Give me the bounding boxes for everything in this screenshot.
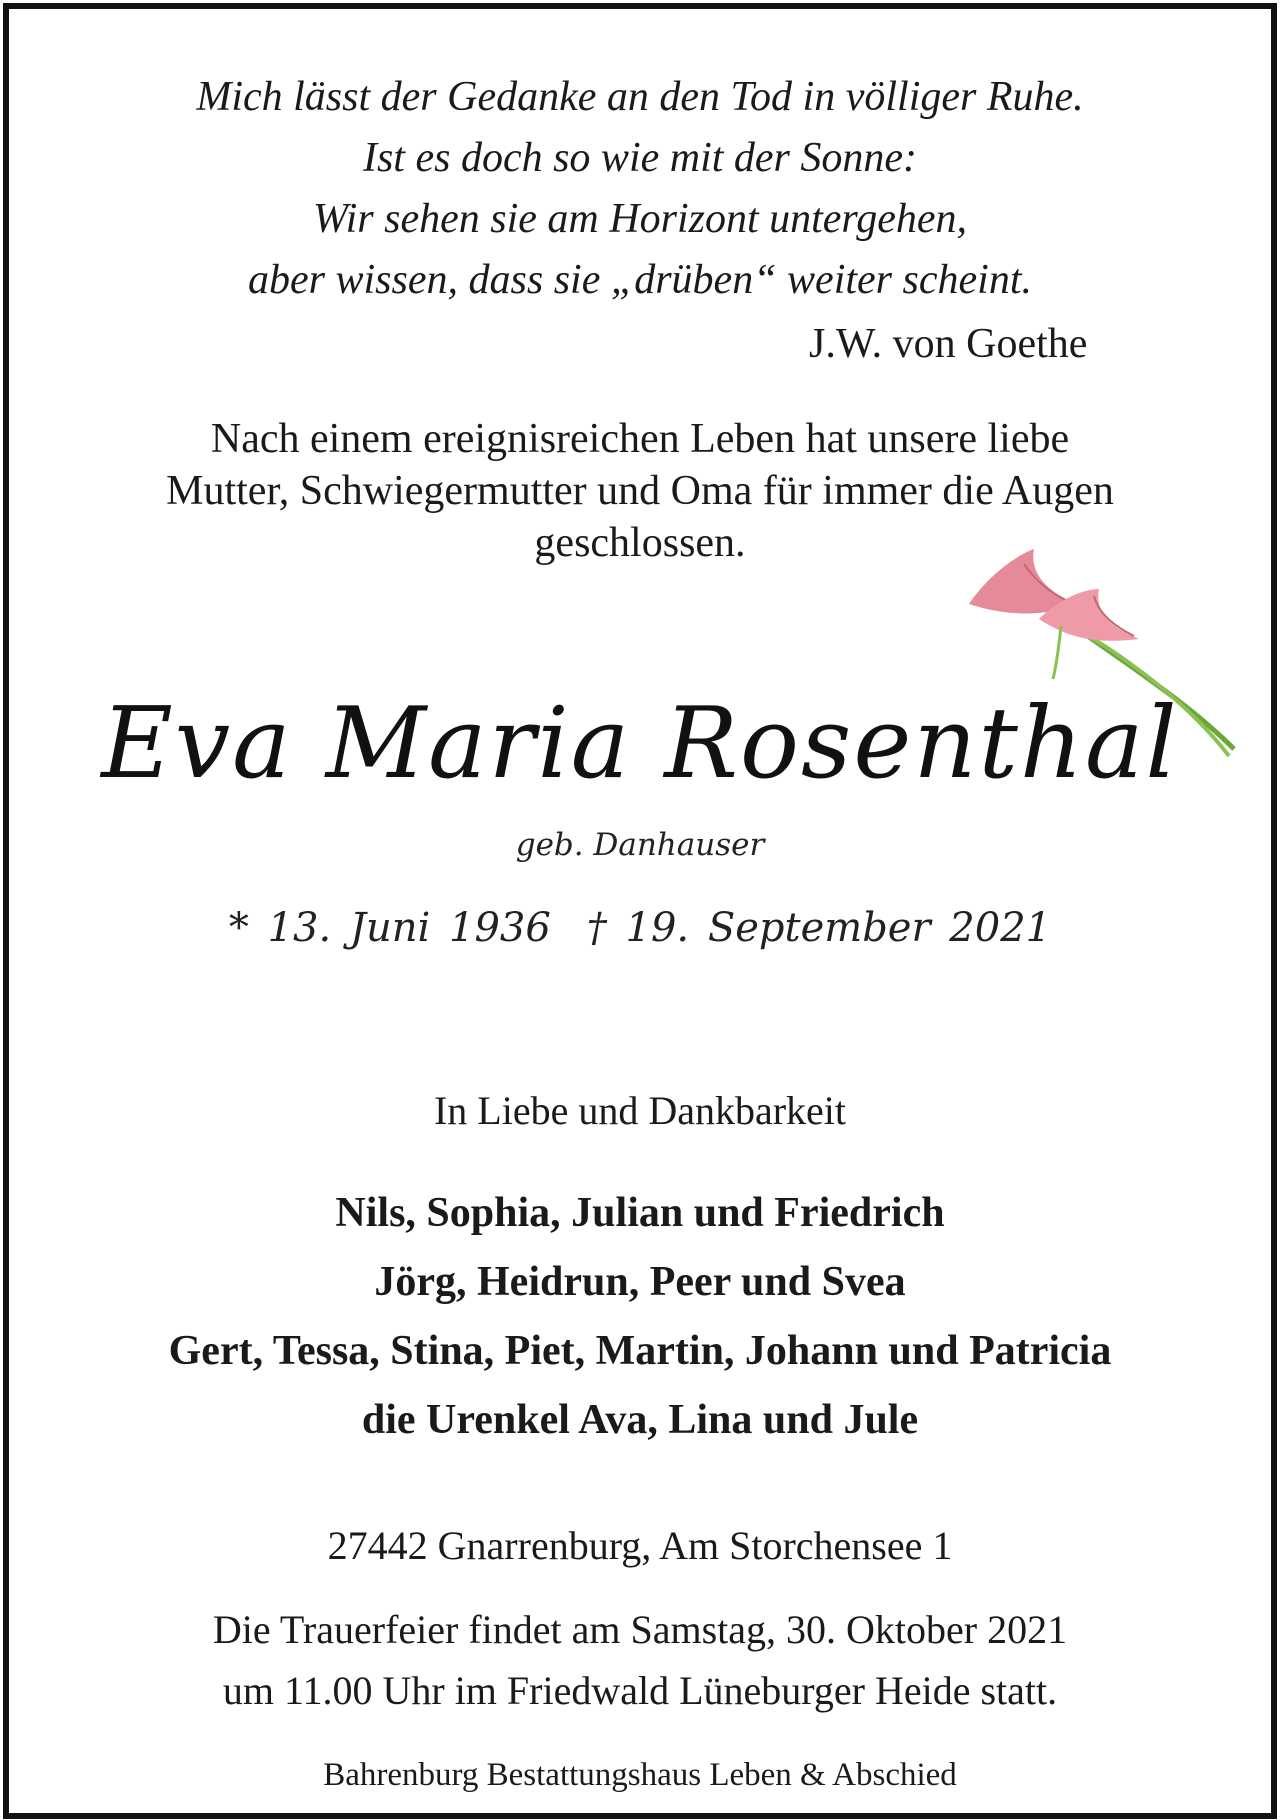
funeral-info (9, 1599, 1271, 1721)
birth-date: * 13. Juni 1936 (228, 905, 551, 951)
family-line: Jörg, Heidrun, Peer und Svea (374, 1259, 906, 1305)
quote-line: aber wissen, dass sie „drüben“ weiter scheint. (248, 257, 1032, 303)
birth-name: geb. Danhauser (515, 827, 765, 863)
family-line: Gert, Tessa, Stina, Piet, Martin, Johann und Patricia (168, 1328, 1112, 1374)
quote-line: Ist es doch so wie mit der Sonne: (362, 135, 918, 181)
quote-line: Wir sehen sie am Horizont untergehen, (312, 196, 968, 242)
intro-line: Mutter, Schwiegermutter und Oma für immer die Augen (166, 468, 1114, 514)
family-list (9, 1179, 1271, 1455)
address: 27442 Gnarrenburg, Am Storchensee 1 (327, 1523, 953, 1568)
quote-author: J.W. von Goethe (809, 321, 1088, 367)
family-line: die Urenkel Ava, Lina und Jule (361, 1397, 919, 1443)
intro-line: geschlossen. (534, 520, 746, 566)
death-date: † 19. September 2021 (586, 905, 1052, 951)
quote-line: Mich lässt der Gedanke an den Tod in völliger Ruhe. (196, 74, 1084, 120)
life-dates (9, 905, 1271, 951)
family-line: Nils, Sophia, Julian und Friedrich (335, 1190, 945, 1236)
quote-block (9, 67, 1271, 311)
dedication: In Liebe und Dankbarkeit (433, 1088, 847, 1133)
funeral-line: um 11.00 Uhr im Friedwald Lüneburger Heide statt. (222, 1668, 1058, 1713)
obituary-notice (3, 3, 1277, 1819)
deceased-name: Eva Maria Rosenthal (101, 687, 1179, 801)
intro-line: Nach einem ereignisreichen Leben hat unsere liebe (210, 416, 1070, 462)
undertaker: Bahrenburg Bestattungshaus Leben & Abschied (323, 1757, 957, 1793)
funeral-line: Die Trauerfeier findet am Samstag, 30. Oktober 2021 (212, 1607, 1068, 1652)
